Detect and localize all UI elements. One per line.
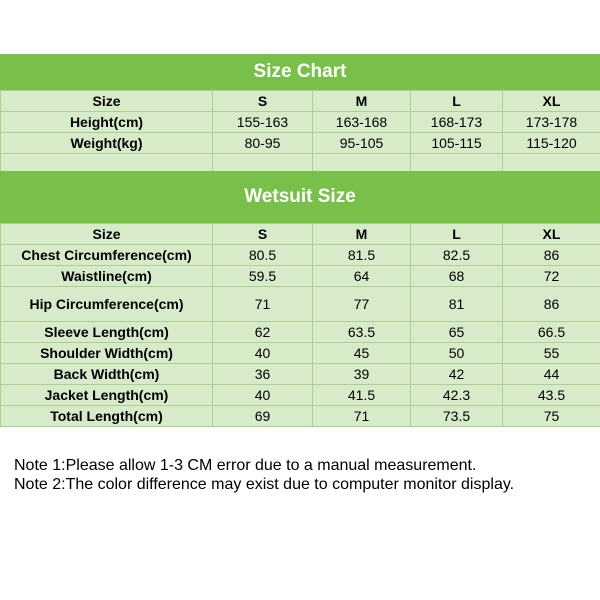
wetsuit-size-table	[0, 223, 600, 427]
table-cell: 73.5	[411, 406, 503, 427]
table-cell: 81.5	[313, 245, 411, 266]
table-cell: 36	[213, 364, 313, 385]
table-cell: 86	[503, 287, 600, 322]
table-row	[1, 406, 600, 427]
table-cell: 95-105	[313, 133, 411, 154]
empty-cell	[503, 154, 600, 172]
table-row	[1, 343, 600, 364]
row-label: Chest Circumference(cm)	[1, 245, 213, 266]
table-cell: 115-120	[503, 133, 600, 154]
row-label: Shoulder Width(cm)	[1, 343, 213, 364]
table-row	[1, 364, 600, 385]
header-cell: L	[411, 91, 503, 112]
table-cell: 81	[411, 287, 503, 322]
header-cell: M	[313, 224, 411, 245]
wetsuit-size-title: Wetsuit Size	[0, 171, 600, 223]
row-label: Weight(kg)	[1, 133, 213, 154]
table-cell: 155-163	[213, 112, 313, 133]
header-cell: XL	[503, 224, 600, 245]
table-header-row	[1, 224, 600, 245]
table-header-row	[1, 91, 600, 112]
note-1: Note 1:Please allow 1-3 CM error due to a manual measurement.	[14, 457, 477, 474]
header-cell: L	[411, 224, 503, 245]
table-cell: 39	[313, 364, 411, 385]
size-chart-title: Size Chart	[0, 54, 600, 90]
table-cell: 42.3	[411, 385, 503, 406]
table-cell: 68	[411, 266, 503, 287]
table-cell: 40	[213, 385, 313, 406]
empty-cell	[213, 154, 313, 172]
table-cell: 86	[503, 245, 600, 266]
table-cell: 80-95	[213, 133, 313, 154]
table-cell: 43.5	[503, 385, 600, 406]
row-label: Total Length(cm)	[1, 406, 213, 427]
table-cell: 163-168	[313, 112, 411, 133]
table-cell: 168-173	[411, 112, 503, 133]
table-cell: 77	[313, 287, 411, 322]
table-row	[1, 287, 600, 322]
table-cell: 65	[411, 322, 503, 343]
header-cell: S	[213, 224, 313, 245]
row-label: Sleeve Length(cm)	[1, 322, 213, 343]
table-row	[1, 322, 600, 343]
table-cell: 105-115	[411, 133, 503, 154]
empty-cell	[1, 154, 213, 172]
table-cell: 173-178	[503, 112, 600, 133]
header-cell: S	[213, 91, 313, 112]
table-cell: 71	[313, 406, 411, 427]
table-cell: 42	[411, 364, 503, 385]
table-cell: 45	[313, 343, 411, 364]
table-row	[1, 245, 600, 266]
note-2: Note 2:The color difference may exist due to computer monitor display.	[14, 476, 515, 493]
table-cell: 71	[213, 287, 313, 322]
table-cell: 40	[213, 343, 313, 364]
table-cell: 44	[503, 364, 600, 385]
header-cell: M	[313, 91, 411, 112]
table-row	[1, 266, 600, 287]
header-cell: XL	[503, 91, 600, 112]
empty-cell	[313, 154, 411, 172]
table-cell: 69	[213, 406, 313, 427]
table-cell: 55	[503, 343, 600, 364]
table-cell: 75	[503, 406, 600, 427]
row-label: Back Width(cm)	[1, 364, 213, 385]
table-cell: 64	[313, 266, 411, 287]
header-cell: Size	[1, 91, 213, 112]
size-chart-table	[0, 90, 600, 172]
table-cell: 80.5	[213, 245, 313, 266]
spacer-row	[1, 154, 600, 172]
row-label: Jacket Length(cm)	[1, 385, 213, 406]
table-row	[1, 133, 600, 154]
notes-block	[14, 456, 594, 494]
header-cell: Size	[1, 224, 213, 245]
table-row	[1, 112, 600, 133]
empty-cell	[411, 154, 503, 172]
table-cell: 59.5	[213, 266, 313, 287]
row-label: Height(cm)	[1, 112, 213, 133]
table-cell: 50	[411, 343, 503, 364]
table-cell: 66.5	[503, 322, 600, 343]
table-cell: 82.5	[411, 245, 503, 266]
table-row	[1, 385, 600, 406]
table-cell: 41.5	[313, 385, 411, 406]
table-cell: 62	[213, 322, 313, 343]
table-cell: 72	[503, 266, 600, 287]
table-cell: 63.5	[313, 322, 411, 343]
row-label: Hip Circumference(cm)	[1, 287, 213, 322]
row-label: Waistline(cm)	[1, 266, 213, 287]
